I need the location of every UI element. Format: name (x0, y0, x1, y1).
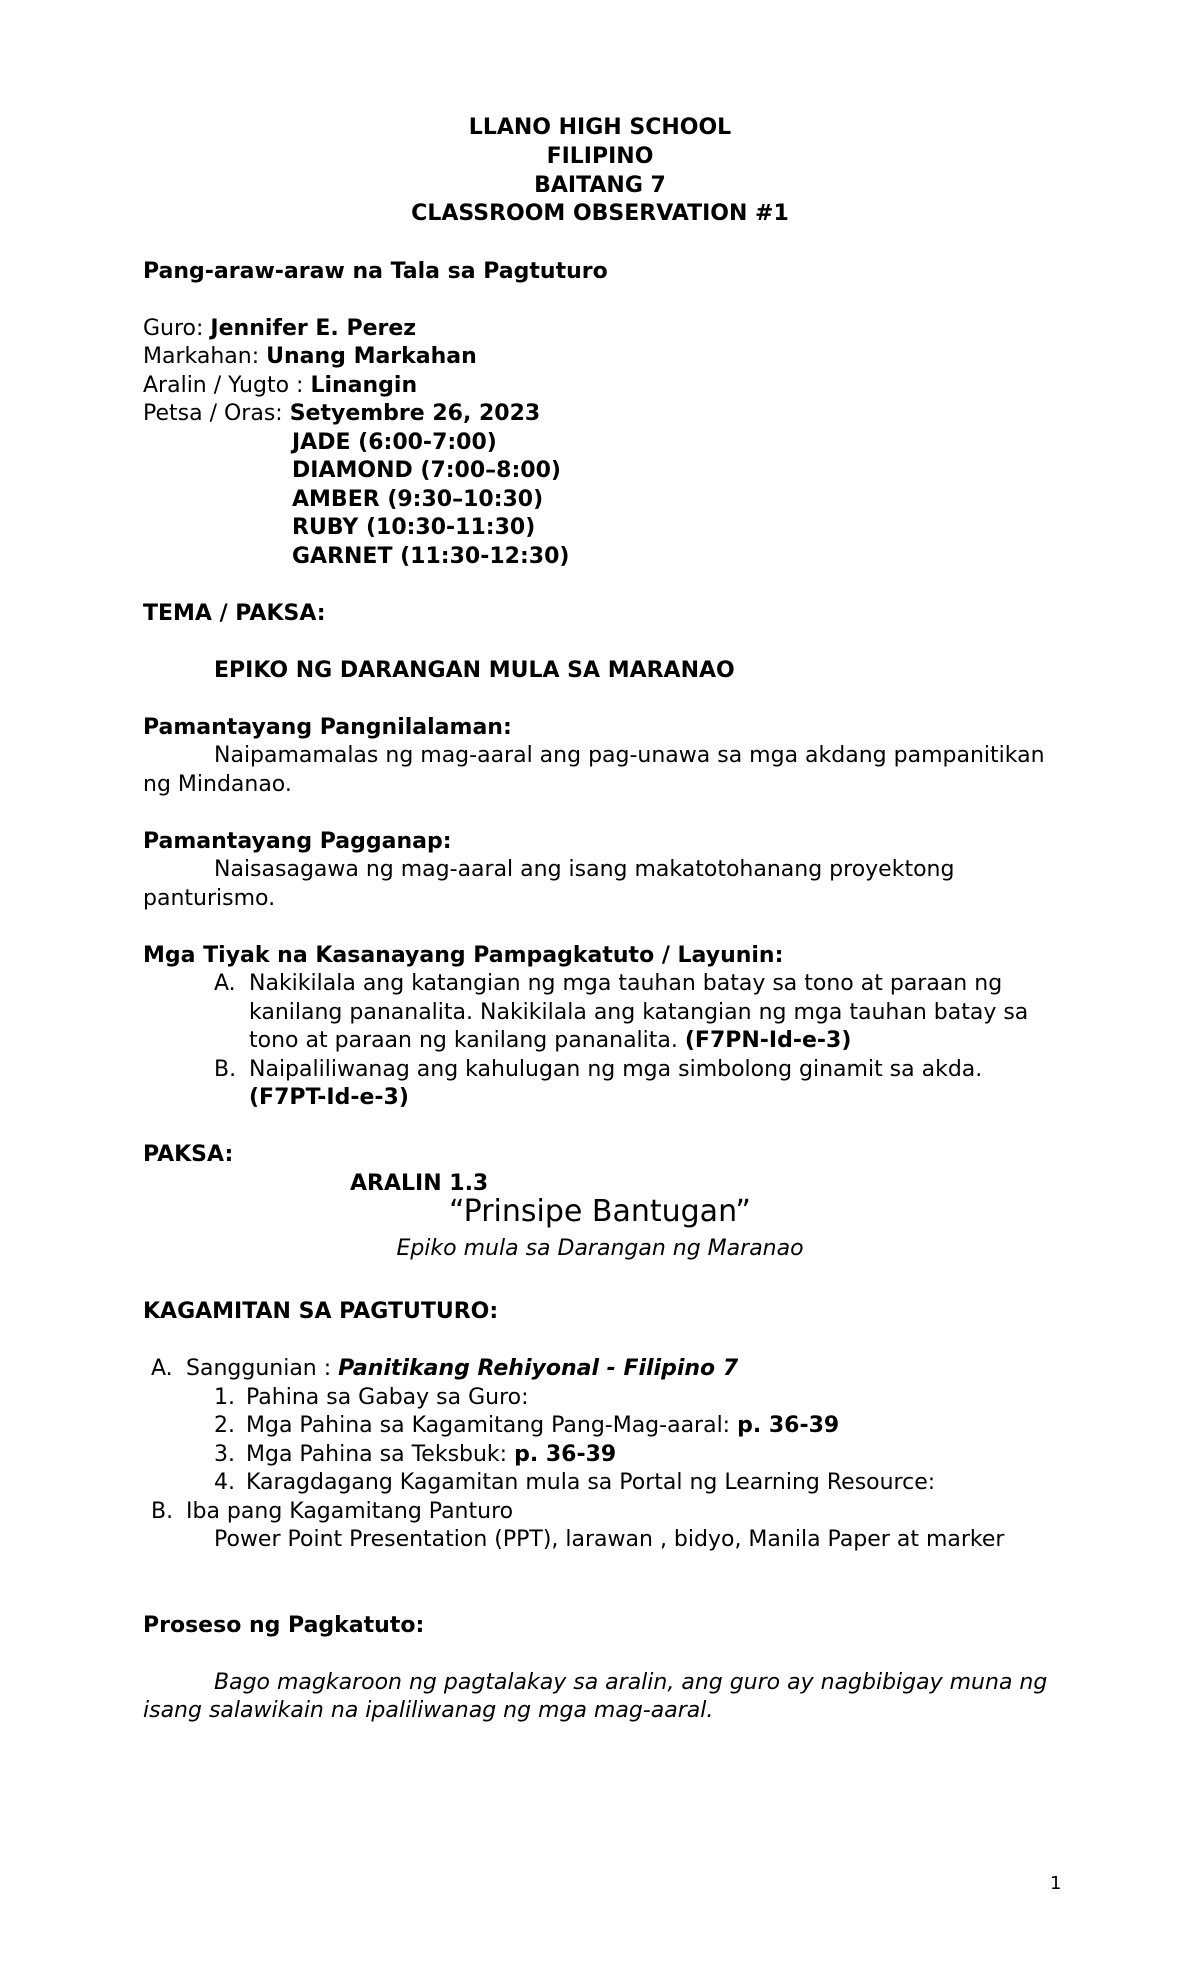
tema-label: TEMA / PAKSA: (143, 601, 326, 626)
markahan-value: Unang Markahan (266, 344, 477, 369)
pagganap-text: panturismo. (143, 886, 276, 911)
sanggunian-label: Sanggunian : (186, 1356, 339, 1381)
schedule-item: RUBY (10:30-11:30) (292, 515, 536, 540)
aralin-line (143, 371, 417, 400)
layunin-text: kanilang pananalita. Nakikilala ang katangian ng mga tauhan batay sa (249, 1000, 1029, 1025)
aralin-value: Linangin (310, 373, 418, 398)
kagamitan-marker: B. (151, 1499, 174, 1524)
doc-title: Pang-araw-araw na Tala sa Pagtuturo (143, 259, 608, 284)
page-ref: p. 36-39 (514, 1442, 617, 1467)
pagganap-text: Naisasagawa ng mag-aaral ang isang makatotohanang proyektong (214, 857, 955, 882)
petsa-line (143, 399, 540, 428)
proseso-text: Bago magkaroon ng pagtalakay sa aralin, ang guro ay nagbibigay muna ng (214, 1670, 1048, 1695)
kagamitan-detail: Power Point Presentation (PPT), larawan , bidyo, Manila Paper at marker (214, 1527, 1005, 1552)
page-ref: p. 36-39 (737, 1413, 840, 1438)
competency-code: (F7PN-Id-e-3) (684, 1028, 852, 1053)
list-number: 3. (214, 1442, 235, 1467)
guro-line (143, 314, 416, 343)
subject-name: FILIPINO (546, 144, 654, 169)
list-number: 1. (214, 1385, 235, 1410)
paksa-label: PAKSA: (143, 1142, 234, 1167)
markahan-line (143, 342, 477, 371)
list-item (214, 1411, 839, 1440)
layunin-label: Mga Tiyak na Kasanayang Pampagkatuto / Layunin: (143, 943, 784, 968)
list-number: 2. (214, 1413, 235, 1438)
list-number: 4. (214, 1470, 235, 1495)
list-text: Pahina sa Gabay sa Guro: (246, 1385, 529, 1410)
guro-label: Guro: (143, 316, 211, 341)
layunin-marker: A. (214, 971, 236, 996)
layunin-text: tono at paraan ng kanilang pananalita. (249, 1028, 685, 1053)
layunin-text: Nakikilala ang katangian ng mga tauhan batay sa tono at paraan ng (249, 971, 1003, 996)
tema-value: EPIKO NG DARANGAN MULA SA MARANAO (214, 658, 735, 683)
layunin-text-line (249, 1026, 851, 1055)
list-item (214, 1440, 616, 1469)
competency-code: (F7PT-Id-e-3) (249, 1085, 409, 1110)
schedule-item: GARNET (11:30-12:30) (292, 544, 570, 569)
pagganap-label: Pamantayang Pagganap: (143, 829, 452, 854)
list-text: Mga Pahina sa Kagamitang Pang-Mag-aaral: (246, 1413, 738, 1438)
lesson-subtitle: Epiko mula sa Darangan ng Maranao (396, 1236, 804, 1261)
proseso-text: isang salawikain na ipaliliwanag ng mga mag-aaral. (143, 1698, 714, 1723)
layunin-text: Naipaliliwanag ang kahulugan ng mga simbolong ginamit sa akda. (249, 1057, 983, 1082)
list-text: Karagdagang Kagamitan mula sa Portal ng Learning Resource: (246, 1470, 936, 1495)
kagamitan-label: KAGAMITAN SA PAGTUTURO: (143, 1299, 499, 1324)
layunin-marker: B. (214, 1057, 237, 1082)
sanggunian-line (186, 1354, 738, 1383)
list-item (214, 1468, 935, 1497)
page-number: 1 (1050, 1873, 1062, 1894)
proseso-label: Proseso ng Pagkatuto: (143, 1613, 425, 1638)
pangnilalaman-text: Naipamamalas ng mag-aaral ang pag-unawa sa mga akdang pampanitikan (214, 743, 1045, 768)
schedule-item: DIAMOND (7:00–8:00) (292, 458, 561, 483)
aralin-label: Aralin / Yugto : (143, 373, 311, 398)
school-name: LLANO HIGH SCHOOL (468, 115, 732, 140)
lesson-title: “Prinsipe Bantugan” (449, 1194, 751, 1229)
schedule-item: AMBER (9:30–10:30) (292, 487, 544, 512)
markahan-label: Markahan: (143, 344, 267, 369)
pangnilalaman-label: Pamantayang Pangnilalaman: (143, 715, 512, 740)
schedule-item: JADE (6:00-7:00) (292, 430, 497, 455)
list-item (214, 1383, 529, 1412)
list-text: Mga Pahina sa Teksbuk: (246, 1442, 515, 1467)
pangnilalaman-text: ng Mindanao. (143, 772, 292, 797)
petsa-value: Setyembre 26, 2023 (289, 401, 541, 426)
guro-value: Jennifer E. Perez (210, 316, 417, 341)
iba-pang-kagamitan: Iba pang Kagamitang Panturo (186, 1499, 514, 1524)
reference-title: Panitikang Rehiyonal - Filipino 7 (338, 1356, 739, 1381)
grade-level: BAITANG 7 (534, 173, 666, 198)
observation-title: CLASSROOM OBSERVATION #1 (411, 201, 789, 226)
petsa-label: Petsa / Oras: (143, 401, 290, 426)
aralin-number: ARALIN 1.3 (350, 1171, 489, 1196)
kagamitan-marker: A. (151, 1356, 173, 1381)
